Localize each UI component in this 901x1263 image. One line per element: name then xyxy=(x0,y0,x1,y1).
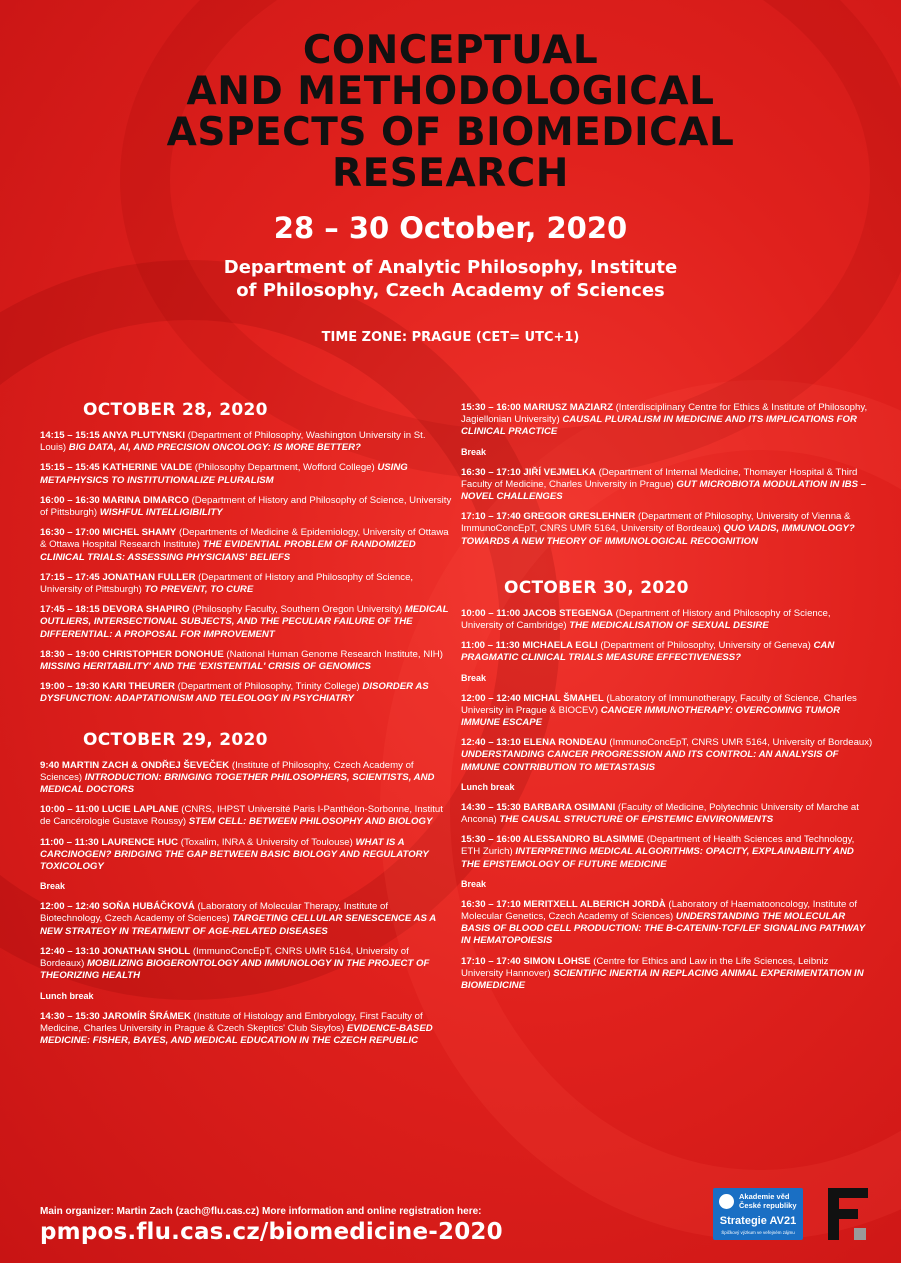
talk-title: MEDICAL OUTLIERS, INTERSECTIONAL SUBJECTS, AND THE PECULIAR FAILURE OF THE DIFFERENTIAL: A PROPOSAL FOR IMPROVEMENT xyxy=(40,604,449,640)
program-entry xyxy=(40,572,452,596)
program-entry xyxy=(40,901,452,938)
speaker-affiliation: (Department of History and Philosophy of Science, University of Pittsburgh) xyxy=(40,494,452,519)
speaker-affiliation: (Department of History and Philosophy of Science, University of Cambridge) xyxy=(461,607,831,632)
title-line: AND METHODOLOGICAL xyxy=(186,69,715,114)
program-entry xyxy=(461,640,873,664)
talk-title: WHAT IS A CARCINOGEN? BRIDGING THE GAP BETWEEN BASIC BIOLOGY AND REGULATORY TOXICOLOGY xyxy=(40,836,429,873)
poster-title xyxy=(0,30,901,194)
speaker-name: 15:15 – 15:45 KATHERINE VALDE xyxy=(40,462,193,474)
speaker-affiliation: (Department of Health Sciences and Technology, ETH Zurich) xyxy=(461,834,855,858)
program-entry xyxy=(461,511,873,548)
talk-title: THE MEDICALISATION OF SEXUAL DESIRE xyxy=(569,620,769,632)
program-entry xyxy=(40,604,452,641)
talk-title: UNDERSTANDING THE MOLECULAR BASIS OF BLOOD CELL PRODUCTION: THE Β-CATENIN-TCF/LEF SIGNALING PATHWAY IN HEMATOPOIESIS xyxy=(461,911,865,947)
strategy-label: Strategie AV21 xyxy=(719,1215,797,1227)
department-line: Department of Analytic Philosophy, Institute xyxy=(223,257,678,278)
talk-title: CAUSAL PLURALISM IN MEDICINE AND ITS IMPLICATIONS FOR CLINICAL PRACTICE xyxy=(461,414,857,438)
talk-title: MOBILIZING BIOGERONTOLOGY AND IMMUNOLOGY IN THE PROJECT OF THEORIZING HEALTH xyxy=(40,958,430,982)
program-entry xyxy=(40,681,452,705)
day-heading-oct29: OCTOBER 29, 2020 xyxy=(83,729,268,750)
program-entry xyxy=(40,760,452,797)
program-entry xyxy=(461,693,873,730)
speaker-name: 16:30 – 17:10 JIŘÍ VEJMELKA xyxy=(461,466,596,478)
talk-title: CAN PRAGMATIC CLINICAL TRIALS MEASURE EFFECTIVENESS? xyxy=(461,640,835,664)
program-entry xyxy=(461,802,873,826)
talk-title: INTRODUCTION: BRINGING TOGETHER PHILOSOPHERS, SCIENTISTS, AND MEDICAL DOCTORS xyxy=(40,771,435,796)
program-entry xyxy=(461,467,873,504)
break-label: Break xyxy=(461,446,487,457)
speaker-affiliation: (ImmunoConcEpT, CNRS UMR 5164, University of Bordeaux) xyxy=(606,737,873,749)
break-label: Lunch break xyxy=(40,990,94,1001)
talk-title: INTERPRETING MEDICAL ALGORITHMS: OPACITY, EXPLAINABILITY AND THE EPISTEMOLOGY OF FUTURE MEDICINE xyxy=(461,846,854,870)
talk-title: THE CAUSAL STRUCTURE OF EPISTEMIC ENVIRONMENTS xyxy=(499,814,774,826)
speaker-name: 17:10 – 17:40 GREGOR GRESLEHNER xyxy=(461,511,636,523)
program-entry xyxy=(40,804,452,828)
speaker-affiliation: (Philosophy Department, Wofford College) xyxy=(192,462,378,474)
break-label: Break xyxy=(461,672,487,683)
f-logo-icon xyxy=(828,1188,868,1240)
program-entry xyxy=(461,956,873,993)
program-entry xyxy=(40,1011,452,1048)
speaker-name: 14:30 – 15:30 BARBARA OSIMANI xyxy=(461,801,616,813)
talk-title: WISHFUL INTELLIGIBILITY xyxy=(99,507,223,519)
speaker-name: 12:40 – 13:10 ELENA RONDEAU xyxy=(461,737,607,749)
academy-emblem-icon xyxy=(719,1194,734,1209)
speaker-name: 16:30 – 17:10 MERITXELL ALBERICH JORDÀ xyxy=(461,898,666,910)
speaker-affiliation: (Department of Philosophy, Trinity College) xyxy=(174,681,363,693)
speaker-affiliation: (Laboratory of Immunotherapy, Faculty of Science, Charles University in Prague & BIOCEV) xyxy=(461,692,857,716)
speaker-affiliation: (Institute of Philosophy, Czech Academy of Sciences) xyxy=(40,759,414,783)
speaker-name: 16:30 – 17:00 MICHEL SHAMY xyxy=(40,527,177,539)
right-column xyxy=(461,402,873,1000)
speaker-affiliation: (Toxalim, INRA & University of Toulouse) xyxy=(178,836,356,848)
speaker-name: 18:30 – 19:00 CHRISTOPHER DONOHUE xyxy=(40,648,224,660)
title-line: CONCEPTUAL xyxy=(302,28,599,73)
day-heading-oct30: OCTOBER 30, 2020 xyxy=(504,577,689,598)
oct29-program-continued xyxy=(461,402,873,548)
speaker-name: 11:00 – 11:30 MICHAELA EGLI xyxy=(461,640,598,652)
program-entry xyxy=(461,402,873,439)
speaker-name: 12:00 – 12:40 MICHAL ŠMAHEL xyxy=(461,692,604,704)
talk-title: STEM CELL: BETWEEN PHILOSOPHY AND BIOLOGY xyxy=(188,816,433,828)
speaker-affiliation: (Department of History and Philosophy of Science, University of Pittsburgh) xyxy=(40,571,414,596)
program-entry xyxy=(461,899,873,948)
speaker-name: 10:00 – 11:00 JACOB STEGENGA xyxy=(461,607,613,619)
speaker-name: 17:15 – 17:45 JONATHAN FULLER xyxy=(40,571,196,583)
oct29-program xyxy=(40,760,452,1047)
speaker-affiliation: (Laboratory of Haematooncology, Institute of Molecular Genetics, Czech Academy of Sciences) xyxy=(461,898,858,923)
speaker-name: 10:00 – 11:00 LUCIE LAPLANE xyxy=(40,804,179,816)
speaker-affiliation: (Philosophy Faculty, Southern Oregon University) xyxy=(189,604,405,616)
speaker-name: 9:40 MARTIN ZACH & ONDŘEJ ŠEVEČEK xyxy=(40,759,230,771)
speaker-name: 17:10 – 17:40 SIMON LOHSE xyxy=(461,955,591,967)
program-entry xyxy=(461,608,873,632)
speaker-name: 11:00 – 11:30 LAURENCE HUC xyxy=(40,836,179,848)
academy-name-line: Akademie věd xyxy=(739,1192,790,1201)
department-line: of Philosophy, Czech Academy of Sciences xyxy=(236,280,665,301)
program-entry xyxy=(461,737,873,774)
talk-title: BIG DATA, AI, AND PRECISION ONCOLOGY: IS MORE BETTER? xyxy=(68,442,361,454)
speaker-affiliation: (ImmunoConcEpT, CNRS UMR 5164, University of Bordeaux) xyxy=(40,945,409,970)
program-entry xyxy=(461,834,873,871)
speaker-affiliation: (Faculty of Medicine, Polytechnic University of Marche at Ancona) xyxy=(461,801,859,826)
department xyxy=(0,256,901,302)
talk-title: CANCER IMMUNOTHERAPY: OVERCOMING TUMOR IMMUNE ESCAPE xyxy=(461,704,841,729)
timezone-note: TIME ZONE: PRAGUE (CET= UTC+1) xyxy=(321,330,580,345)
break-label: Break xyxy=(461,878,487,889)
speaker-affiliation: (National Human Genome Research Institute, NIH) xyxy=(223,648,443,660)
speaker-name: 12:00 – 12:40 SOŇA HUBÁČKOVÁ xyxy=(40,901,195,913)
speaker-affiliation: (Department of Internal Medicine, Thomayer Hospital & Third Faculty of Medicine, Charles University in Prague) xyxy=(461,466,858,490)
talk-title: DISORDER AS DYSFUNCTION: ADAPTATIONISM AND TELEOLOGY IN PSYCHIATRY xyxy=(40,681,429,705)
oct30-program xyxy=(461,608,873,992)
speaker-name: 15:30 – 16:00 ALESSANDRO BLASIMME xyxy=(461,834,645,846)
speaker-affiliation: (Department of Philosophy, University of Vienna & ImmunoConcEpT, CNRS UMR 5164, University of Bordeaux) xyxy=(461,511,851,535)
talk-title: EVIDENCE-BASED MEDICINE: FISHER, BAYES, AND MEDICAL EDUCATION IN THE CZECH REPUBLIC xyxy=(40,1022,433,1046)
break-label: Lunch break xyxy=(461,781,515,792)
talk-title: TARGETING CELLULAR SENESCENCE AS A NEW STRATEGY IN TREATMENT OF AGE-RELATED DISEASES xyxy=(40,913,436,937)
program-entry xyxy=(40,837,452,874)
program-entry xyxy=(40,527,452,564)
title-line: RESEARCH xyxy=(332,151,569,196)
speaker-name: 16:00 – 16:30 MARINA DIMARCO xyxy=(40,494,189,506)
talk-title: MISSING HERITABILITY' AND THE 'EXISTENTIAL' CRISIS OF GENOMICS xyxy=(40,661,371,673)
oct28-program xyxy=(40,430,452,706)
talk-title: USING METAPHYSICS TO INSTITUTIONALIZE PLURALISM xyxy=(40,462,408,486)
speaker-affiliation: (Laboratory of Molecular Therapy, Institute of Biotechnology, Czech Academy of Sciences) xyxy=(40,901,389,925)
talk-title: UNDERSTANDING CANCER PROGRESSION AND ITS CONTROL: AN ANALYSIS OF IMMUNE CONTRIBUTION TO METASTASIS xyxy=(461,749,839,773)
strategy-subtitle: Špičkový výzkum ve veřejném zájmu xyxy=(721,1230,795,1235)
speaker-name: 14:30 – 15:30 JAROMÍR ŠRÁMEK xyxy=(40,1010,191,1022)
academy-logo xyxy=(713,1188,803,1240)
registration-link[interactable]: pmpos.flu.cas.cz/biomedicine-2020 xyxy=(40,1219,503,1245)
speaker-affiliation: (Departments of Medicine & Epidemiology, University of Ottawa & Ottawa Hospital Research Institute) xyxy=(40,527,449,551)
left-column xyxy=(40,400,452,1055)
speaker-name: 12:40 – 13:10 JONATHAN SHOLL xyxy=(40,945,191,957)
talk-title: TO PREVENT, TO CURE xyxy=(144,584,254,596)
academy-name-line: České republiky xyxy=(739,1201,797,1210)
speaker-affiliation: (CNRS, IHPST Université Paris I-Panthéon-Sorbonne, Institut de Cancérologie Gustave Roussy) xyxy=(40,804,443,828)
footer xyxy=(40,1206,660,1245)
day-heading-oct28: OCTOBER 28, 2020 xyxy=(83,400,268,420)
speaker-name: 15:30 – 16:00 MARIUSZ MAZIARZ xyxy=(461,402,613,413)
speaker-affiliation: (Interdisciplinary Centre for Ethics & Institute of Philosophy, Jagiellonian University) xyxy=(461,402,868,426)
speaker-affiliation: (Department of Philosophy, University of Geneva) xyxy=(597,640,814,652)
event-dates: 28 – 30 October, 2020 xyxy=(273,211,628,245)
speaker-affiliation: (Centre for Ethics and Law in the Life Sciences, Leibniz University Hannover) xyxy=(461,955,829,979)
speaker-affiliation: (Institute of Histology and Embryology, First Faculty of Medicine, Charles University in Prague & Czech Skeptics' Club Sisyfos) xyxy=(40,1010,423,1034)
talk-title: SCIENTIFIC INERTIA IN REPLACING ANIMAL EXPERIMENTATION IN BIOMEDICINE xyxy=(461,967,864,992)
title-line: ASPECTS OF BIOMEDICAL xyxy=(166,110,735,155)
speaker-name: 14:15 – 15:15 ANYA PLUTYNSKI xyxy=(40,430,186,441)
talk-title: THE EVIDENTIAL PROBLEM OF RANDOMIZED CLINICAL TRIALS: ASSESSING PHYSICIANS' BELIEFS xyxy=(40,539,416,563)
organizer-info: Main organizer: Martin Zach (zach@flu.cas.cz) More information and online registration here: xyxy=(40,1206,482,1217)
speaker-name: 17:45 – 18:15 DEVORA SHAPIRO xyxy=(40,604,190,616)
program-entry xyxy=(40,462,452,486)
speaker-name: 19:00 – 19:30 KARI THEURER xyxy=(40,681,175,693)
program-entry xyxy=(40,946,452,983)
break-label: Break xyxy=(40,881,66,892)
speaker-affiliation: (Department of Philosophy, Washington University in St. Louis) xyxy=(40,430,426,454)
program-entry xyxy=(40,430,452,454)
program-entry xyxy=(40,495,452,519)
program-entry xyxy=(40,649,452,673)
talk-title: QUO VADIS, IMMUNOLOGY? TOWARDS A NEW THEORY OF IMMUNOLOGICAL RECOGNITION xyxy=(461,523,855,547)
talk-title: GUT MICROBIOTA MODULATION IN IBS – NOVEL CHALLENGES xyxy=(461,478,866,503)
